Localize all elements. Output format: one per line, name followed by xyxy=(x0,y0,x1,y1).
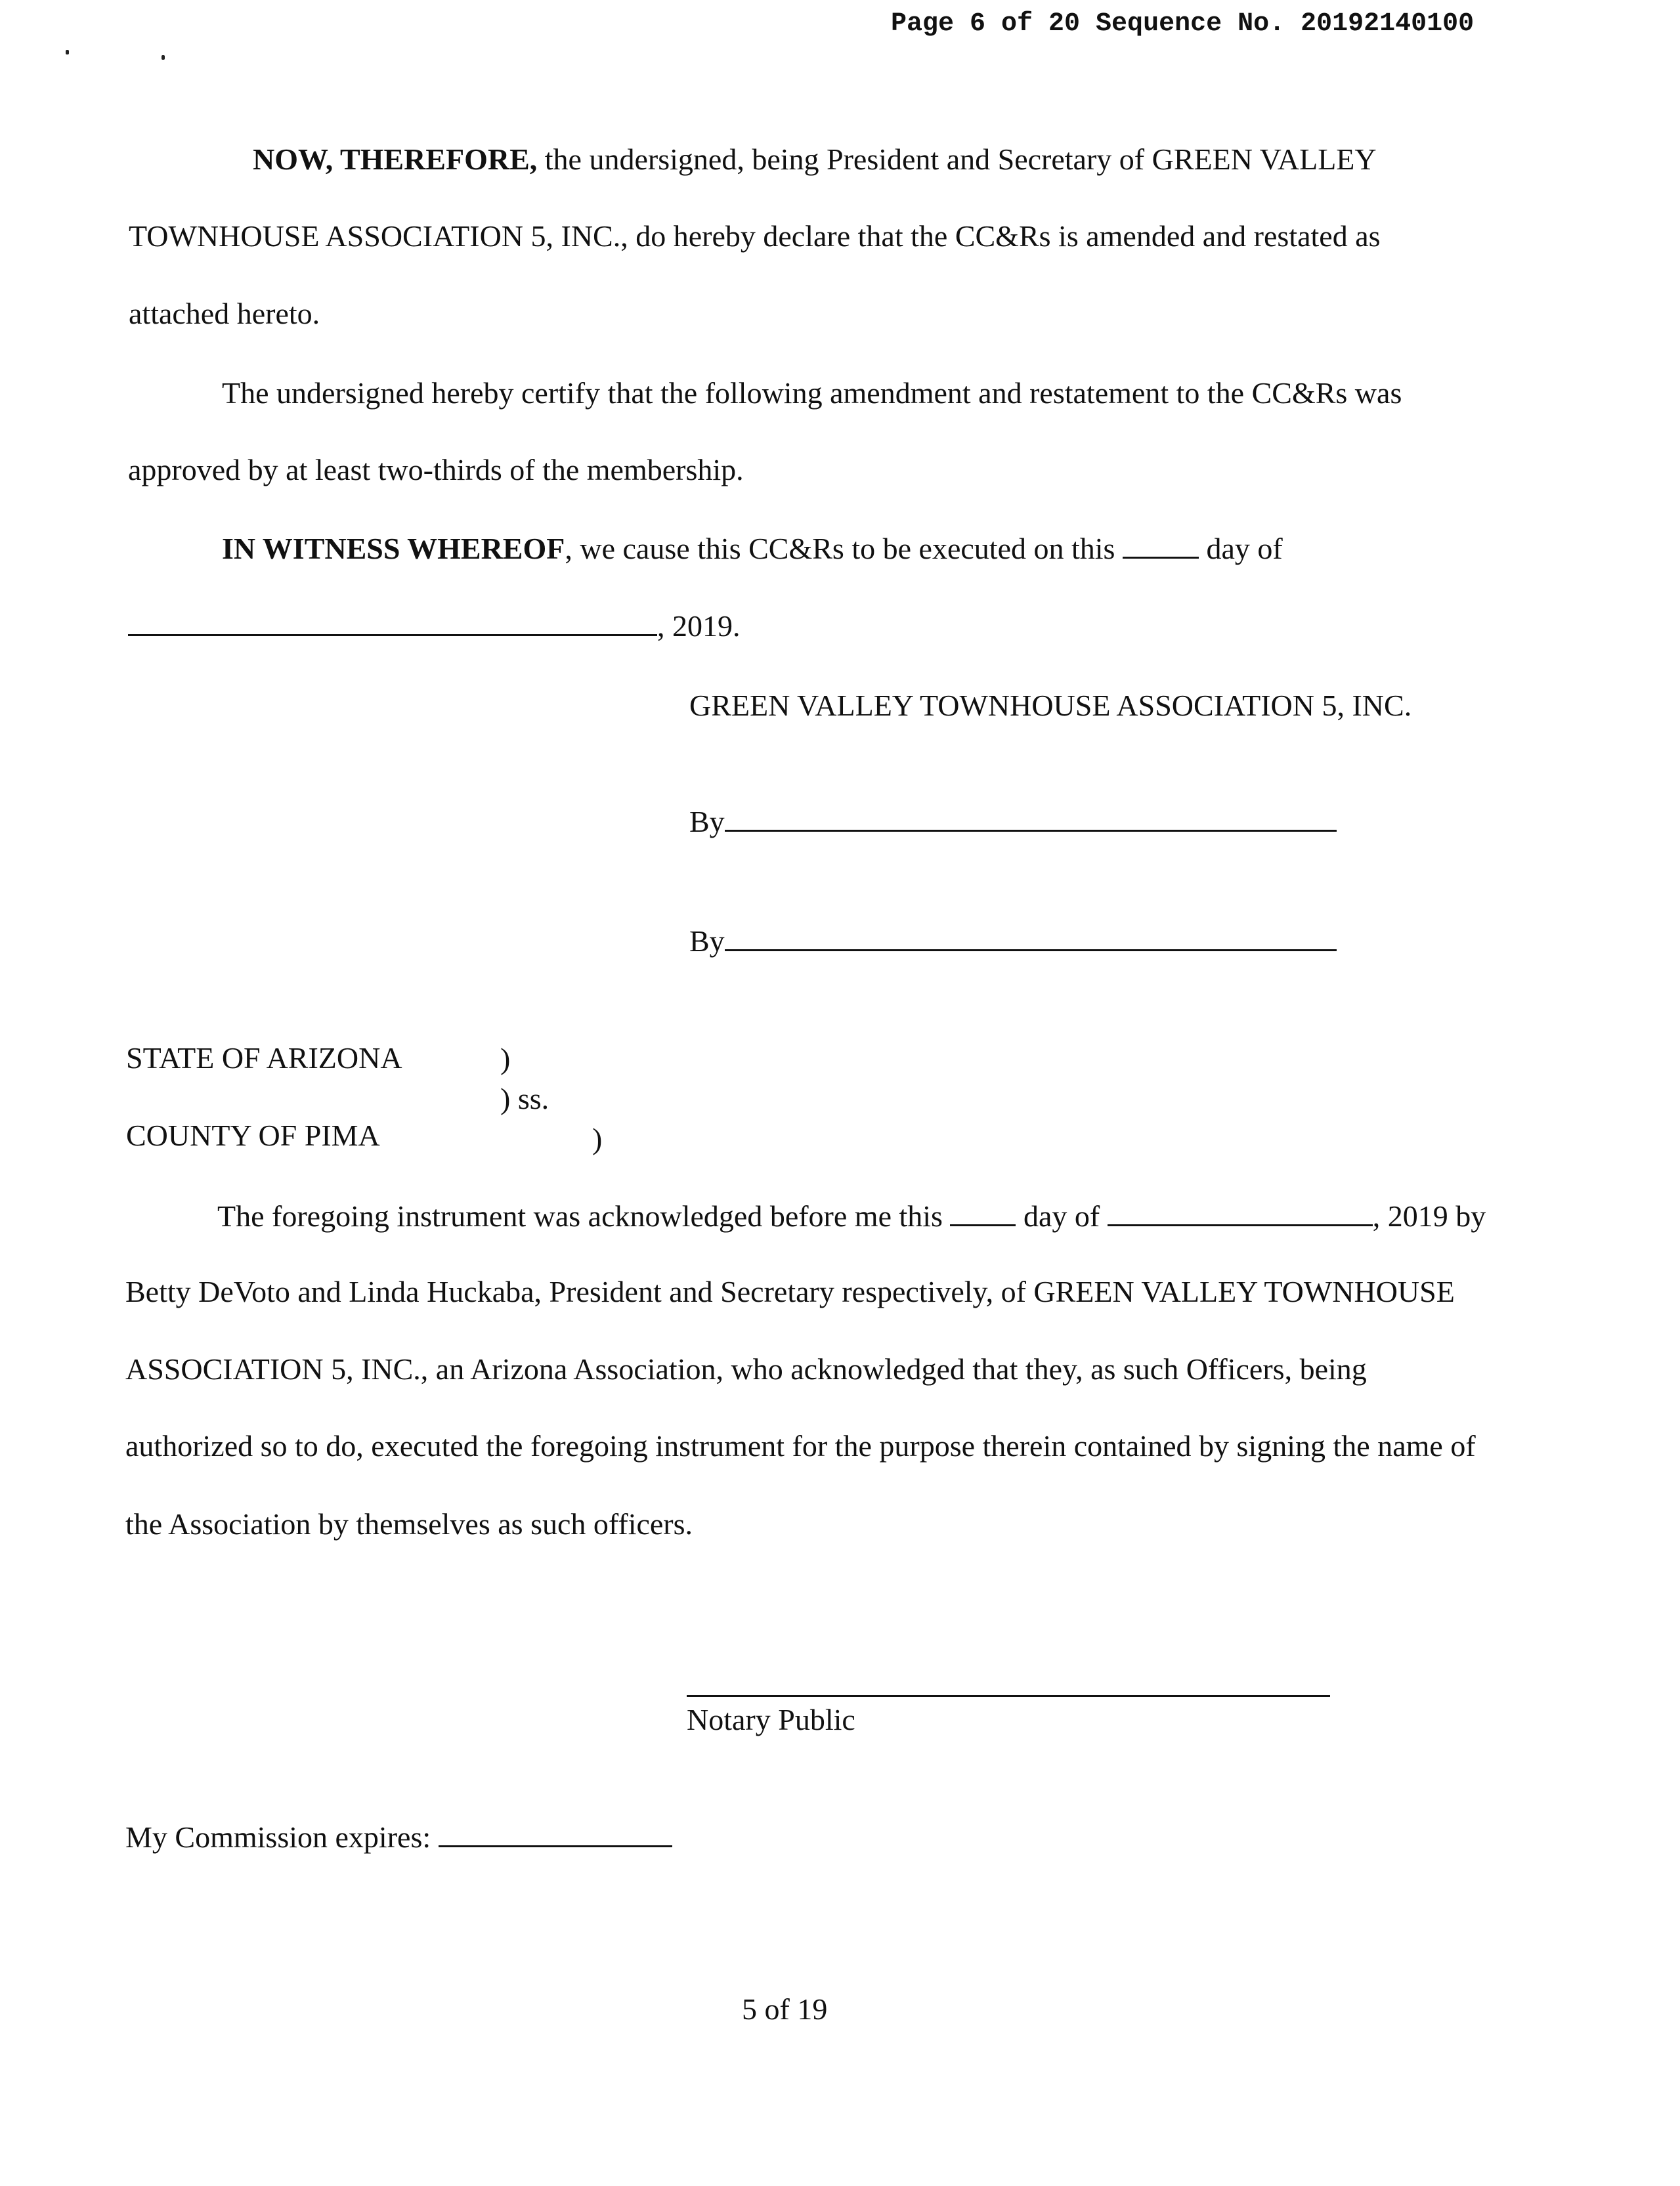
commission-expires-label: My Commission expires: xyxy=(125,1820,431,1854)
notary-public-label: Notary Public xyxy=(687,1703,855,1736)
acknowledgment-text-b: day of xyxy=(1016,1199,1100,1233)
venue-paren-1: ) xyxy=(500,1042,511,1075)
signature-line-1 xyxy=(689,806,1337,837)
acknowledgment-line-1 xyxy=(217,1201,1486,1232)
signature-line-2 xyxy=(689,926,1337,956)
paragraph-2-line-2: approved by at least two-thirds of the membership. xyxy=(128,453,744,486)
venue-ss: ) ss. xyxy=(500,1082,549,1115)
signature-blank-2[interactable] xyxy=(725,926,1337,951)
notary-signature-line[interactable] xyxy=(687,1695,1330,1697)
now-therefore-heading: NOW, THEREFORE, xyxy=(253,142,538,176)
witness-year: , 2019. xyxy=(657,609,741,643)
witness-text: , we cause this CC&Rs to be executed on this xyxy=(565,532,1115,565)
county-label: COUNTY OF PIMA xyxy=(126,1119,380,1152)
commission-expires-line xyxy=(125,1822,672,1853)
witness-line-1 xyxy=(222,533,1283,564)
in-witness-whereof-heading: IN WITNESS WHEREOF xyxy=(222,532,565,565)
paragraph-1-line-1 xyxy=(253,144,1377,175)
paragraph-1-line-3: attached hereto. xyxy=(129,297,320,330)
execution-day-blank[interactable] xyxy=(1123,533,1199,559)
paragraph-1-line-2: TOWNHOUSE ASSOCIATION 5, INC., do hereby declare that the CC&Rs is amended and restated as xyxy=(129,219,1381,253)
acknowledgment-text-c: , 2019 by xyxy=(1372,1199,1486,1233)
paragraph-1-text: the undersigned, being President and Secretary of GREEN VALLEY xyxy=(537,142,1377,176)
acknowledgment-text-a: The foregoing instrument was acknowledged before me this xyxy=(217,1199,943,1233)
venue-paren-2: ) xyxy=(592,1122,603,1155)
witness-day-of: day of xyxy=(1198,532,1283,565)
by-label-1: By xyxy=(689,805,725,838)
by-label-2: By xyxy=(689,924,725,958)
sequence-stamp: Page 6 of 20 Sequence No. 20192140100 xyxy=(891,9,1475,39)
scan-speck xyxy=(162,55,165,60)
acknowledgment-line-2: Betty DeVoto and Linda Huckaba, President and Secretary respectively, of GREEN VALLEY TOWNHOUSE xyxy=(125,1275,1455,1308)
state-label: STATE OF ARIZONA xyxy=(126,1041,402,1075)
execution-month-blank[interactable] xyxy=(128,611,657,636)
witness-line-2 xyxy=(128,611,741,641)
commission-expires-blank[interactable] xyxy=(439,1822,672,1847)
association-name: GREEN VALLEY TOWNHOUSE ASSOCIATION 5, INC. xyxy=(689,689,1412,722)
acknowledgment-line-5: the Association by themselves as such officers. xyxy=(125,1507,693,1541)
scan-speck xyxy=(66,50,69,54)
acknowledgment-month-blank[interactable] xyxy=(1108,1201,1373,1226)
acknowledgment-line-3: ASSOCIATION 5, INC., an Arizona Association, who acknowledged that they, as such Officers, being xyxy=(125,1352,1367,1386)
acknowledgment-day-blank[interactable] xyxy=(950,1201,1016,1226)
page-number: 5 of 19 xyxy=(742,1992,828,2026)
signature-blank-1[interactable] xyxy=(725,806,1337,832)
paragraph-2-line-1: The undersigned hereby certify that the following amendment and restatement to the CC&Rs was xyxy=(222,376,1402,410)
acknowledgment-line-4: authorized so to do, executed the foregoing instrument for the purpose therein contained by signing the name of xyxy=(125,1429,1476,1463)
